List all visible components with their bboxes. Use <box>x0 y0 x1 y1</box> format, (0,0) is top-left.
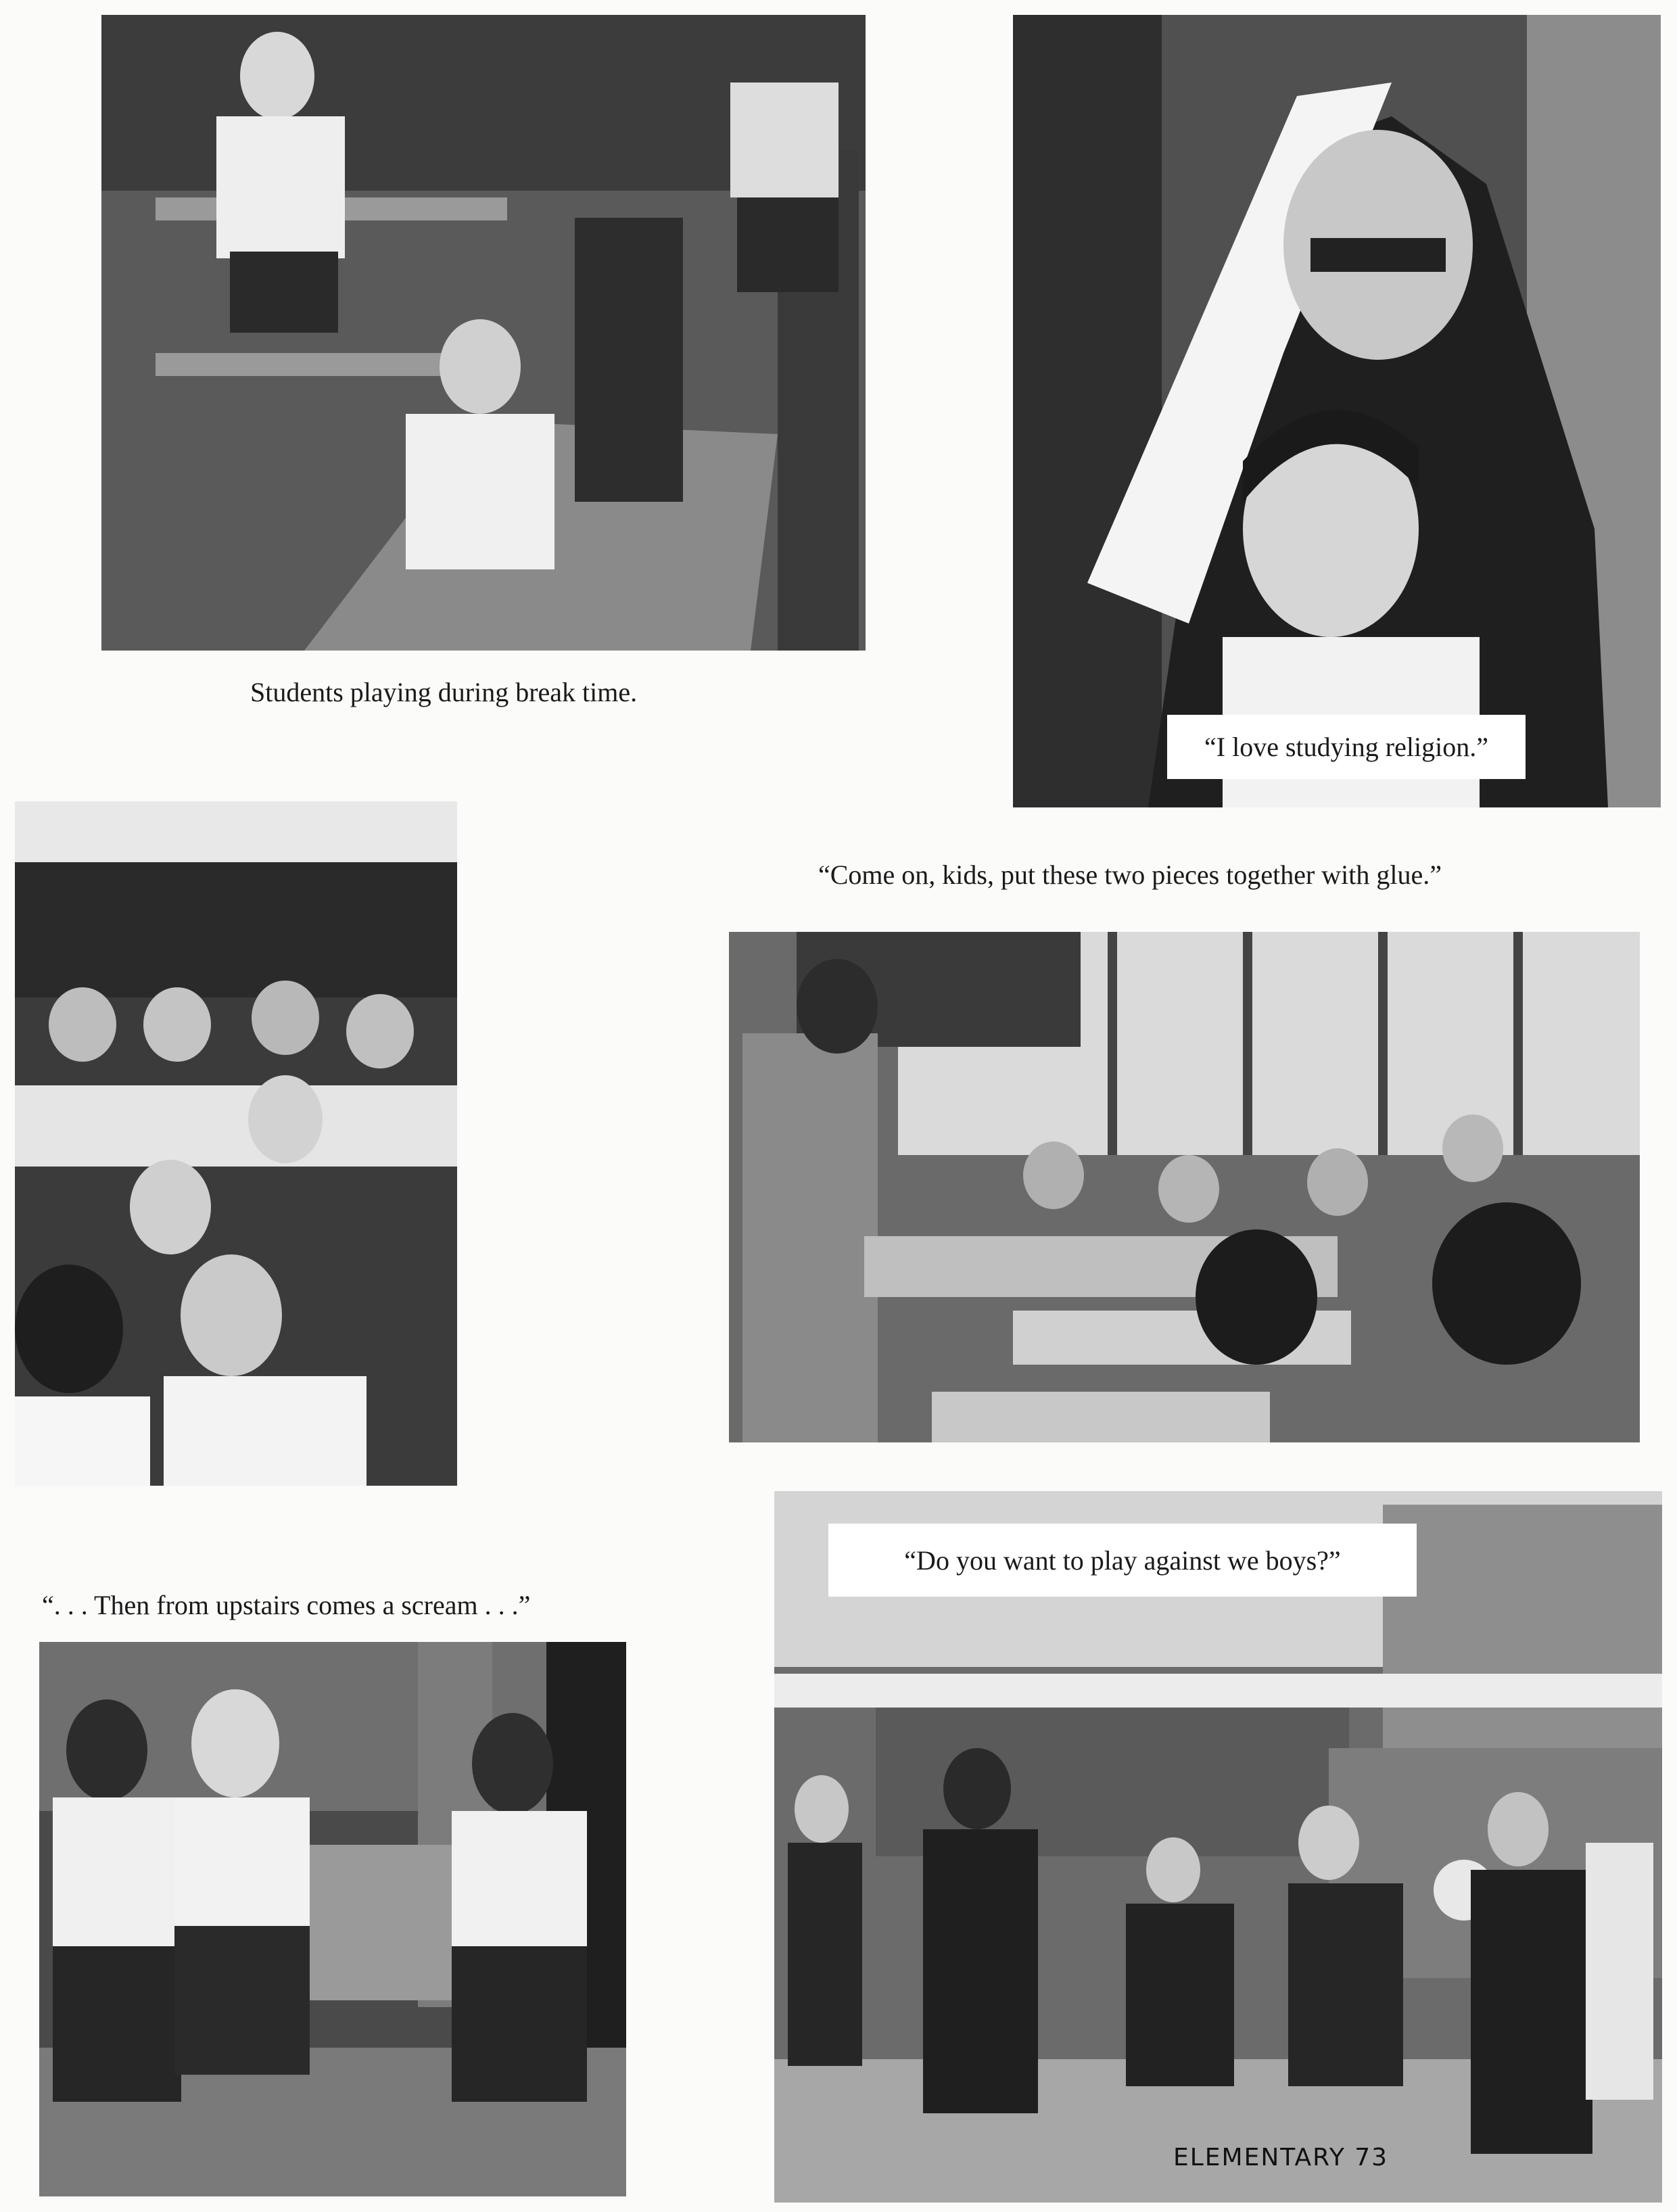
caption-glue: “Come on, kids, put these two pieces together with glue.” <box>818 860 1442 890</box>
page-footer <box>1173 2144 1388 2171</box>
nun-photo-art <box>1013 15 1661 807</box>
classroom-photo <box>729 932 1640 1442</box>
courtyard-photo <box>774 1491 1662 2203</box>
assembly-photo <box>15 801 457 1486</box>
classroom-photo-art <box>729 932 1640 1442</box>
footer-page-number: 73 <box>1354 2144 1389 2171</box>
courtyard-quote-label: “Do you want to play against we boys?” <box>828 1524 1417 1597</box>
courtyard-photo-art <box>774 1491 1662 2203</box>
playground-photo-art <box>101 15 866 651</box>
girls-photo <box>39 1642 626 2196</box>
playground-photo <box>101 15 866 651</box>
caption-scream: “. . . Then from upstairs comes a scream . . .” <box>42 1590 531 1620</box>
assembly-photo-art <box>15 801 457 1486</box>
nun-quote-label: “I love studying religion.” <box>1167 715 1526 779</box>
caption-break-time: Students playing during break time. <box>250 677 638 707</box>
footer-section: ELEMENTARY <box>1173 2144 1346 2171</box>
girls-photo-art <box>39 1642 626 2196</box>
nun-photo <box>1013 15 1661 807</box>
